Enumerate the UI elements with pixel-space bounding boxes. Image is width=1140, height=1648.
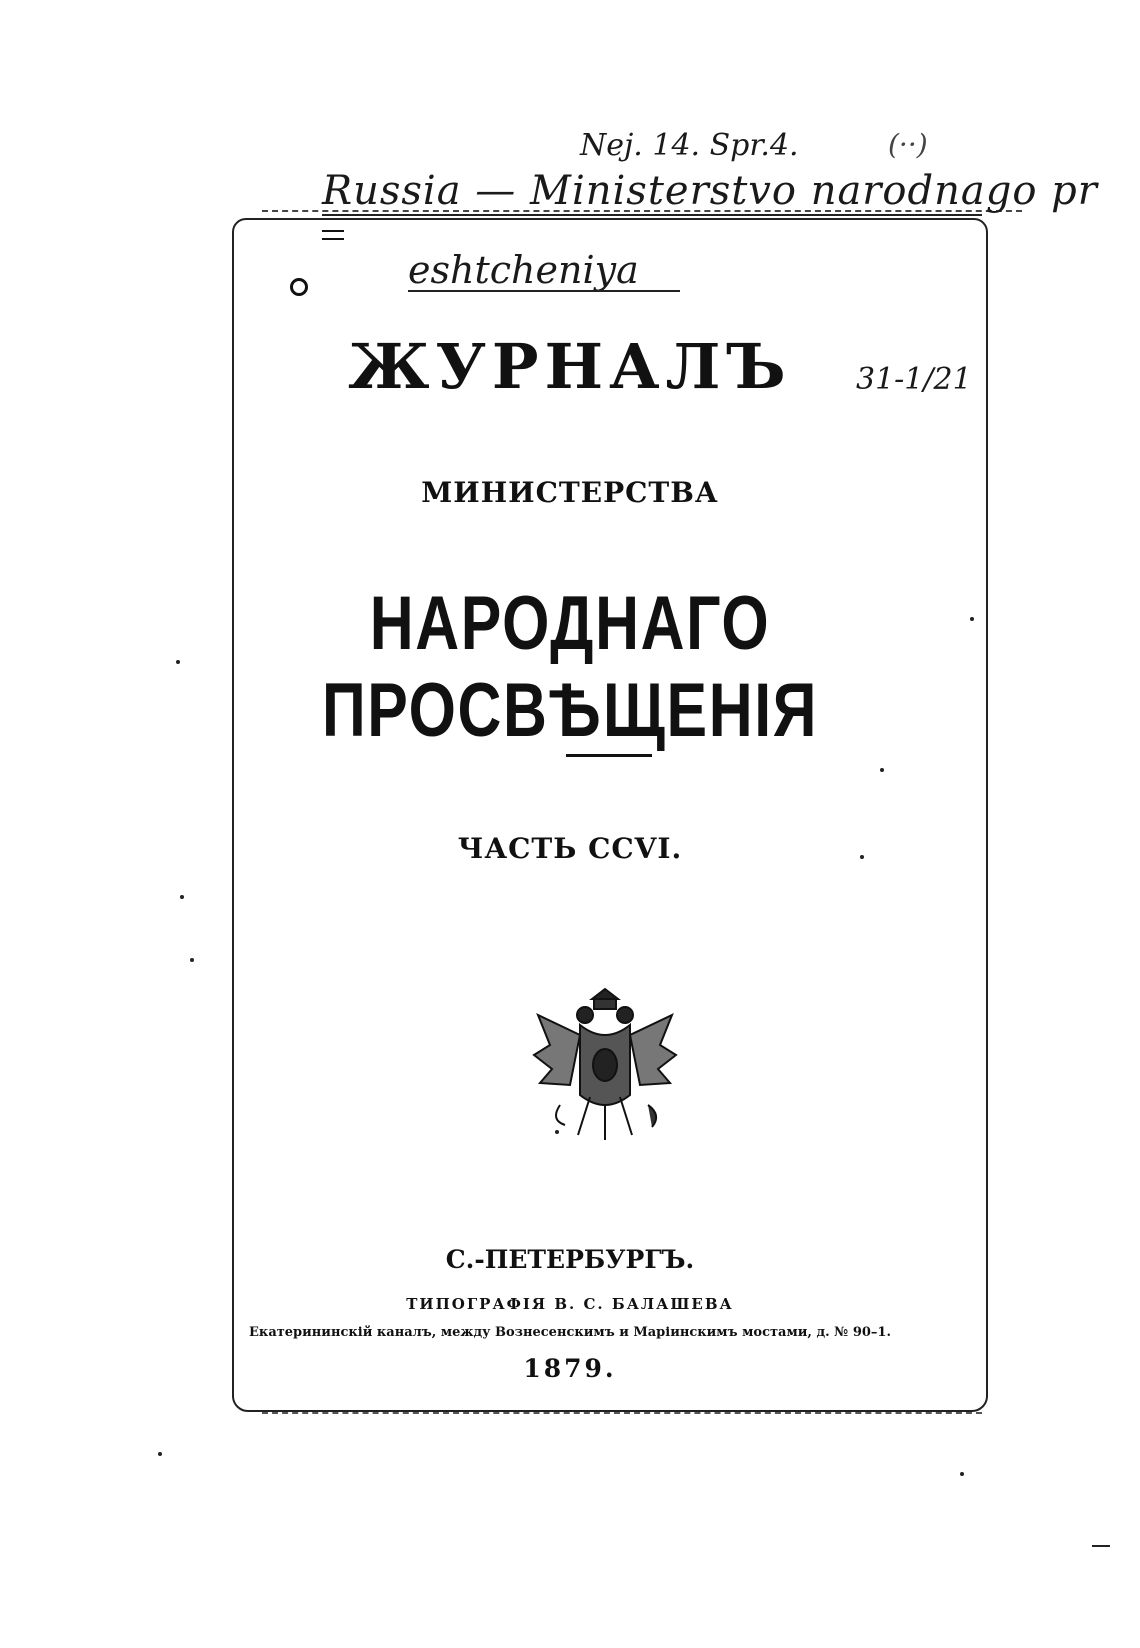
handwritten-top-right-note: (··) bbox=[888, 128, 928, 161]
circle-mark-icon bbox=[290, 278, 308, 296]
printer-address: Екатерининскій каналъ, между Вознесенскимъ и Маріинскимъ мостами, д. № 90–1. bbox=[249, 1325, 891, 1340]
handwritten-catalog-line-2: eshtcheniya bbox=[408, 248, 639, 292]
scan-speck bbox=[158, 1452, 162, 1456]
scan-speck bbox=[555, 1130, 559, 1134]
scan-speck bbox=[860, 855, 864, 859]
frame-bottom-dashed-line bbox=[262, 1412, 982, 1414]
handwriting-underline-2 bbox=[408, 290, 680, 292]
ministry-subtitle: МИНИСТЕРСТВА bbox=[421, 476, 719, 509]
printer: ТИПОГРАФІЯ В. С. БАЛАШЕВА bbox=[406, 1295, 734, 1313]
handwritten-top-note: Nej. 14. Spr.4. bbox=[580, 128, 799, 163]
city: С.-ПЕТЕРБУРГЪ. bbox=[445, 1245, 695, 1274]
handwritten-catalog-line-1: Russia — Ministerstvo narodnago pr bbox=[322, 168, 1098, 214]
scan-speck bbox=[180, 895, 184, 899]
scan-speck bbox=[176, 660, 180, 664]
scan-speck bbox=[190, 958, 194, 962]
main-title: НАРОДНАГО ПРОСВѢЩЕНІЯ bbox=[321, 581, 819, 753]
handwriting-underline-1 bbox=[322, 214, 982, 216]
scan-speck bbox=[880, 768, 884, 772]
title-divider bbox=[566, 754, 652, 757]
equals-mark bbox=[322, 230, 344, 240]
scan-speck bbox=[970, 617, 974, 621]
handwritten-shelf-number: 31-1/21 bbox=[856, 362, 972, 397]
imperial-double-headed-eagle-icon bbox=[530, 985, 680, 1145]
scan-mark bbox=[1092, 1545, 1110, 1547]
scan-speck bbox=[960, 1472, 964, 1476]
part-number: ЧАСТЬ CCVI. bbox=[457, 832, 683, 865]
journal-title: ЖУРНАЛЪ bbox=[348, 330, 792, 403]
publication-year: 1879. bbox=[523, 1354, 617, 1383]
